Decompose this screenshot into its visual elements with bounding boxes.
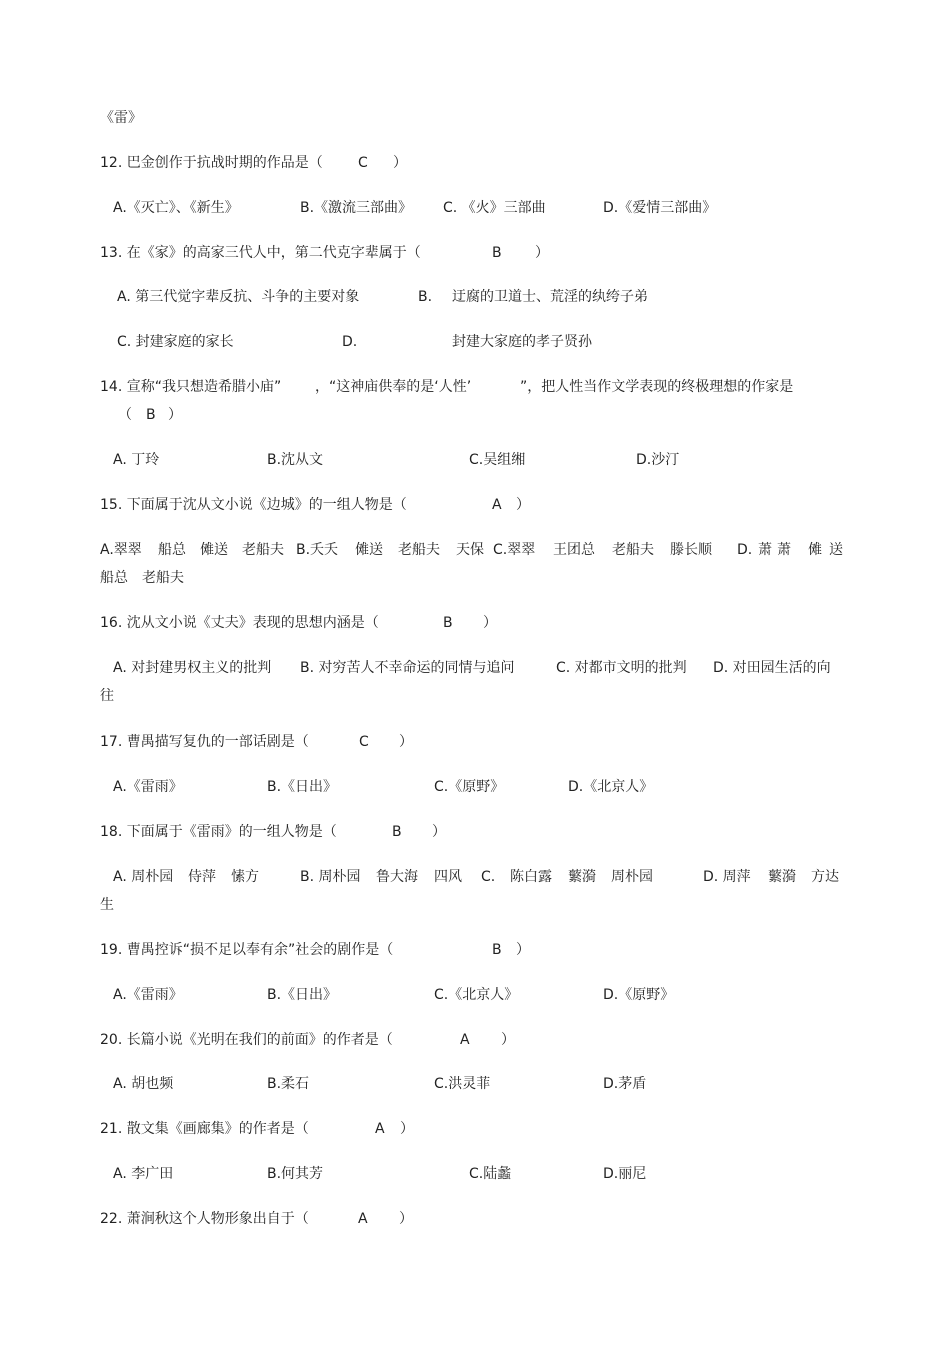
text-line [0,1209,950,1229]
text-segment: 生 [100,897,114,913]
text-line [0,377,950,397]
text-segment: A [460,1032,470,1048]
text-segment: 迂腐的卫道士、荒淫的纨绔子弟 [452,289,648,305]
text-segment: C. [481,869,496,885]
text-segment: 20. 长篇小说《光明在我们的前面》的作者是（ [100,1032,393,1048]
text-segment: 陈白露 [510,869,552,885]
text-segment: B [492,942,502,958]
text-segment: A [492,497,502,513]
text-line [0,732,950,752]
text-segment: C [358,155,368,171]
text-segment: ） [501,1032,515,1048]
text-segment: B.《日出》 [267,987,338,1003]
text-segment: D.《原野》 [603,987,675,1003]
text-line [0,822,950,842]
text-segment: 方达 [811,869,839,885]
text-segment: ） [535,245,549,261]
text-segment: ） [483,615,497,631]
text-line [0,108,950,128]
text-segment: C.翠翠 [493,542,536,558]
text-segment: 傩送 [355,542,383,558]
text-segment: 周朴园 [611,869,653,885]
text-segment: ） [393,155,407,171]
text-segment: A.《灭亡》、《新生》 [113,200,239,216]
text-segment: C.洪灵菲 [434,1076,491,1092]
text-line [0,153,950,173]
text-segment: ） [516,942,530,958]
text-segment: A.《雷雨》 [113,987,183,1003]
text-segment: D. 周萍 [703,869,751,885]
text-segment: 船总 [100,570,128,586]
text-line [0,450,950,470]
text-line [0,405,950,425]
text-segment: 滕长顺 [670,542,712,558]
text-segment: B [492,245,502,261]
text-segment: 16. 沈从文小说《丈夫》表现的思想内涵是（ [100,615,379,631]
text-segment: 侍萍 [188,869,216,885]
text-segment: ） [400,1121,414,1137]
text-segment: B [392,824,402,840]
text-segment: 蘩漪 [568,869,596,885]
text-line [0,686,950,706]
text-segment: A.翠翠 [100,542,142,558]
text-line [0,1074,950,1094]
text-line [0,1164,950,1184]
text-segment: 14. 宣称“我只想造希腊小庙” [100,379,282,395]
text-segment: 老船夫 [398,542,440,558]
text-segment: 傩 [808,542,822,558]
text-segment: B. 对穷苦人不幸命运的同情与追问 [300,660,515,676]
text-segment: ） [399,1211,413,1227]
text-segment: B. 周朴园 [300,869,361,885]
text-line [0,613,950,633]
text-segment: C.《原野》 [434,779,505,795]
text-segment: B. [418,289,433,305]
text-segment: D.《爱情三部曲》 [603,200,717,216]
text-segment: 12. 巴金创作于抗战时期的作品是（ [100,155,323,171]
text-segment: 老船夫 [612,542,654,558]
text-segment: D.沙汀 [636,452,680,468]
text-segment: 封建大家庭的孝子贤孙 [452,334,592,350]
text-segment: ） [516,497,530,513]
text-segment: A. 第三代觉字辈反抗、斗争的主要对象 [117,289,360,305]
text-segment: 《雷》 [100,110,142,126]
text-segment: A. 丁玲 [113,452,160,468]
text-segment: ”，把人性当作文学表现的终极理想的作家是 [520,379,794,395]
text-segment: 18. 下面属于《雷雨》的一组人物是（ [100,824,337,840]
text-segment: 四风 [434,869,462,885]
text-segment: C.《北京人》 [434,987,519,1003]
text-segment: D. 对田园生活的向 [713,660,831,676]
text-segment: A. 胡也频 [113,1076,174,1092]
text-line [0,198,950,218]
text-line [0,495,950,515]
text-segment: D. [342,334,358,350]
text-segment: B.沈从文 [267,452,324,468]
text-line [0,895,950,915]
text-segment: 送 [829,542,843,558]
text-segment: 老船夫 [242,542,284,558]
text-segment: ） [399,734,413,750]
text-line [0,332,950,352]
text-line [0,568,950,588]
text-segment: A. 对封建男权主义的批判 [113,660,272,676]
text-segment: 19. 曹禺控诉“损不足以奉有余”社会的剧作是（ [100,942,394,958]
text-segment: D.茅盾 [603,1076,647,1092]
text-segment: 萧 [758,542,772,558]
text-line [0,940,950,960]
text-segment: B.夭夭 [296,542,339,558]
text-segment: 蘩漪 [768,869,796,885]
text-segment: 22. 萧涧秋这个人物形象出自于（ [100,1211,309,1227]
text-segment: ，“这神庙供奉的是‘人性’ [315,379,472,395]
text-segment: C. 对都市文明的批判 [556,660,687,676]
text-segment: D. [737,542,753,558]
text-line [0,540,950,560]
text-line [0,1030,950,1050]
text-segment: （ [118,407,132,423]
text-segment: A.《雷雨》 [113,779,183,795]
text-segment: B.《激流三部曲》 [300,200,413,216]
text-segment: 13. 在《家》的高家三代人中，第二代克字辈属于（ [100,245,421,261]
text-segment: 傩送 [200,542,228,558]
text-segment: B [443,615,453,631]
text-segment: D.丽尼 [603,1166,647,1182]
text-segment: B.《日出》 [267,779,338,795]
text-segment: 21. 散文集《画廊集》的作者是（ [100,1121,309,1137]
text-segment: 鲁大海 [376,869,418,885]
text-segment: 15. 下面属于沈从文小说《边城》的一组人物是（ [100,497,407,513]
text-segment: B.柔石 [267,1076,310,1092]
text-line [0,1119,950,1139]
text-line [0,243,950,263]
text-segment: C. 《火》三部曲 [443,200,546,216]
text-segment: A [358,1211,368,1227]
text-segment: B.何其芳 [267,1166,324,1182]
text-segment: A. 李广田 [113,1166,174,1182]
text-segment: ） [432,824,446,840]
text-segment: A. 周朴园 [113,869,174,885]
text-segment: D.《北京人》 [568,779,654,795]
text-segment: 17. 曹禺描写复仇的一部话剧是（ [100,734,309,750]
text-segment: 愫方 [231,869,259,885]
text-segment: C [359,734,369,750]
text-segment: C. 封建家庭的家长 [117,334,234,350]
text-segment: 老船夫 [142,570,184,586]
text-segment: 往 [100,688,114,704]
text-line [0,777,950,797]
text-line [0,658,950,678]
text-segment: 王团总 [553,542,595,558]
text-segment: 萧 [777,542,791,558]
text-line [0,985,950,1005]
text-segment: 船总 [158,542,186,558]
text-line [0,867,950,887]
text-segment: C.陆蠡 [469,1166,512,1182]
text-segment: C.吴组缃 [469,452,526,468]
text-segment: B [146,407,156,423]
text-segment: ） [168,407,182,423]
text-line [0,287,950,307]
text-segment: 天保 [456,542,484,558]
text-segment: A [375,1121,385,1137]
